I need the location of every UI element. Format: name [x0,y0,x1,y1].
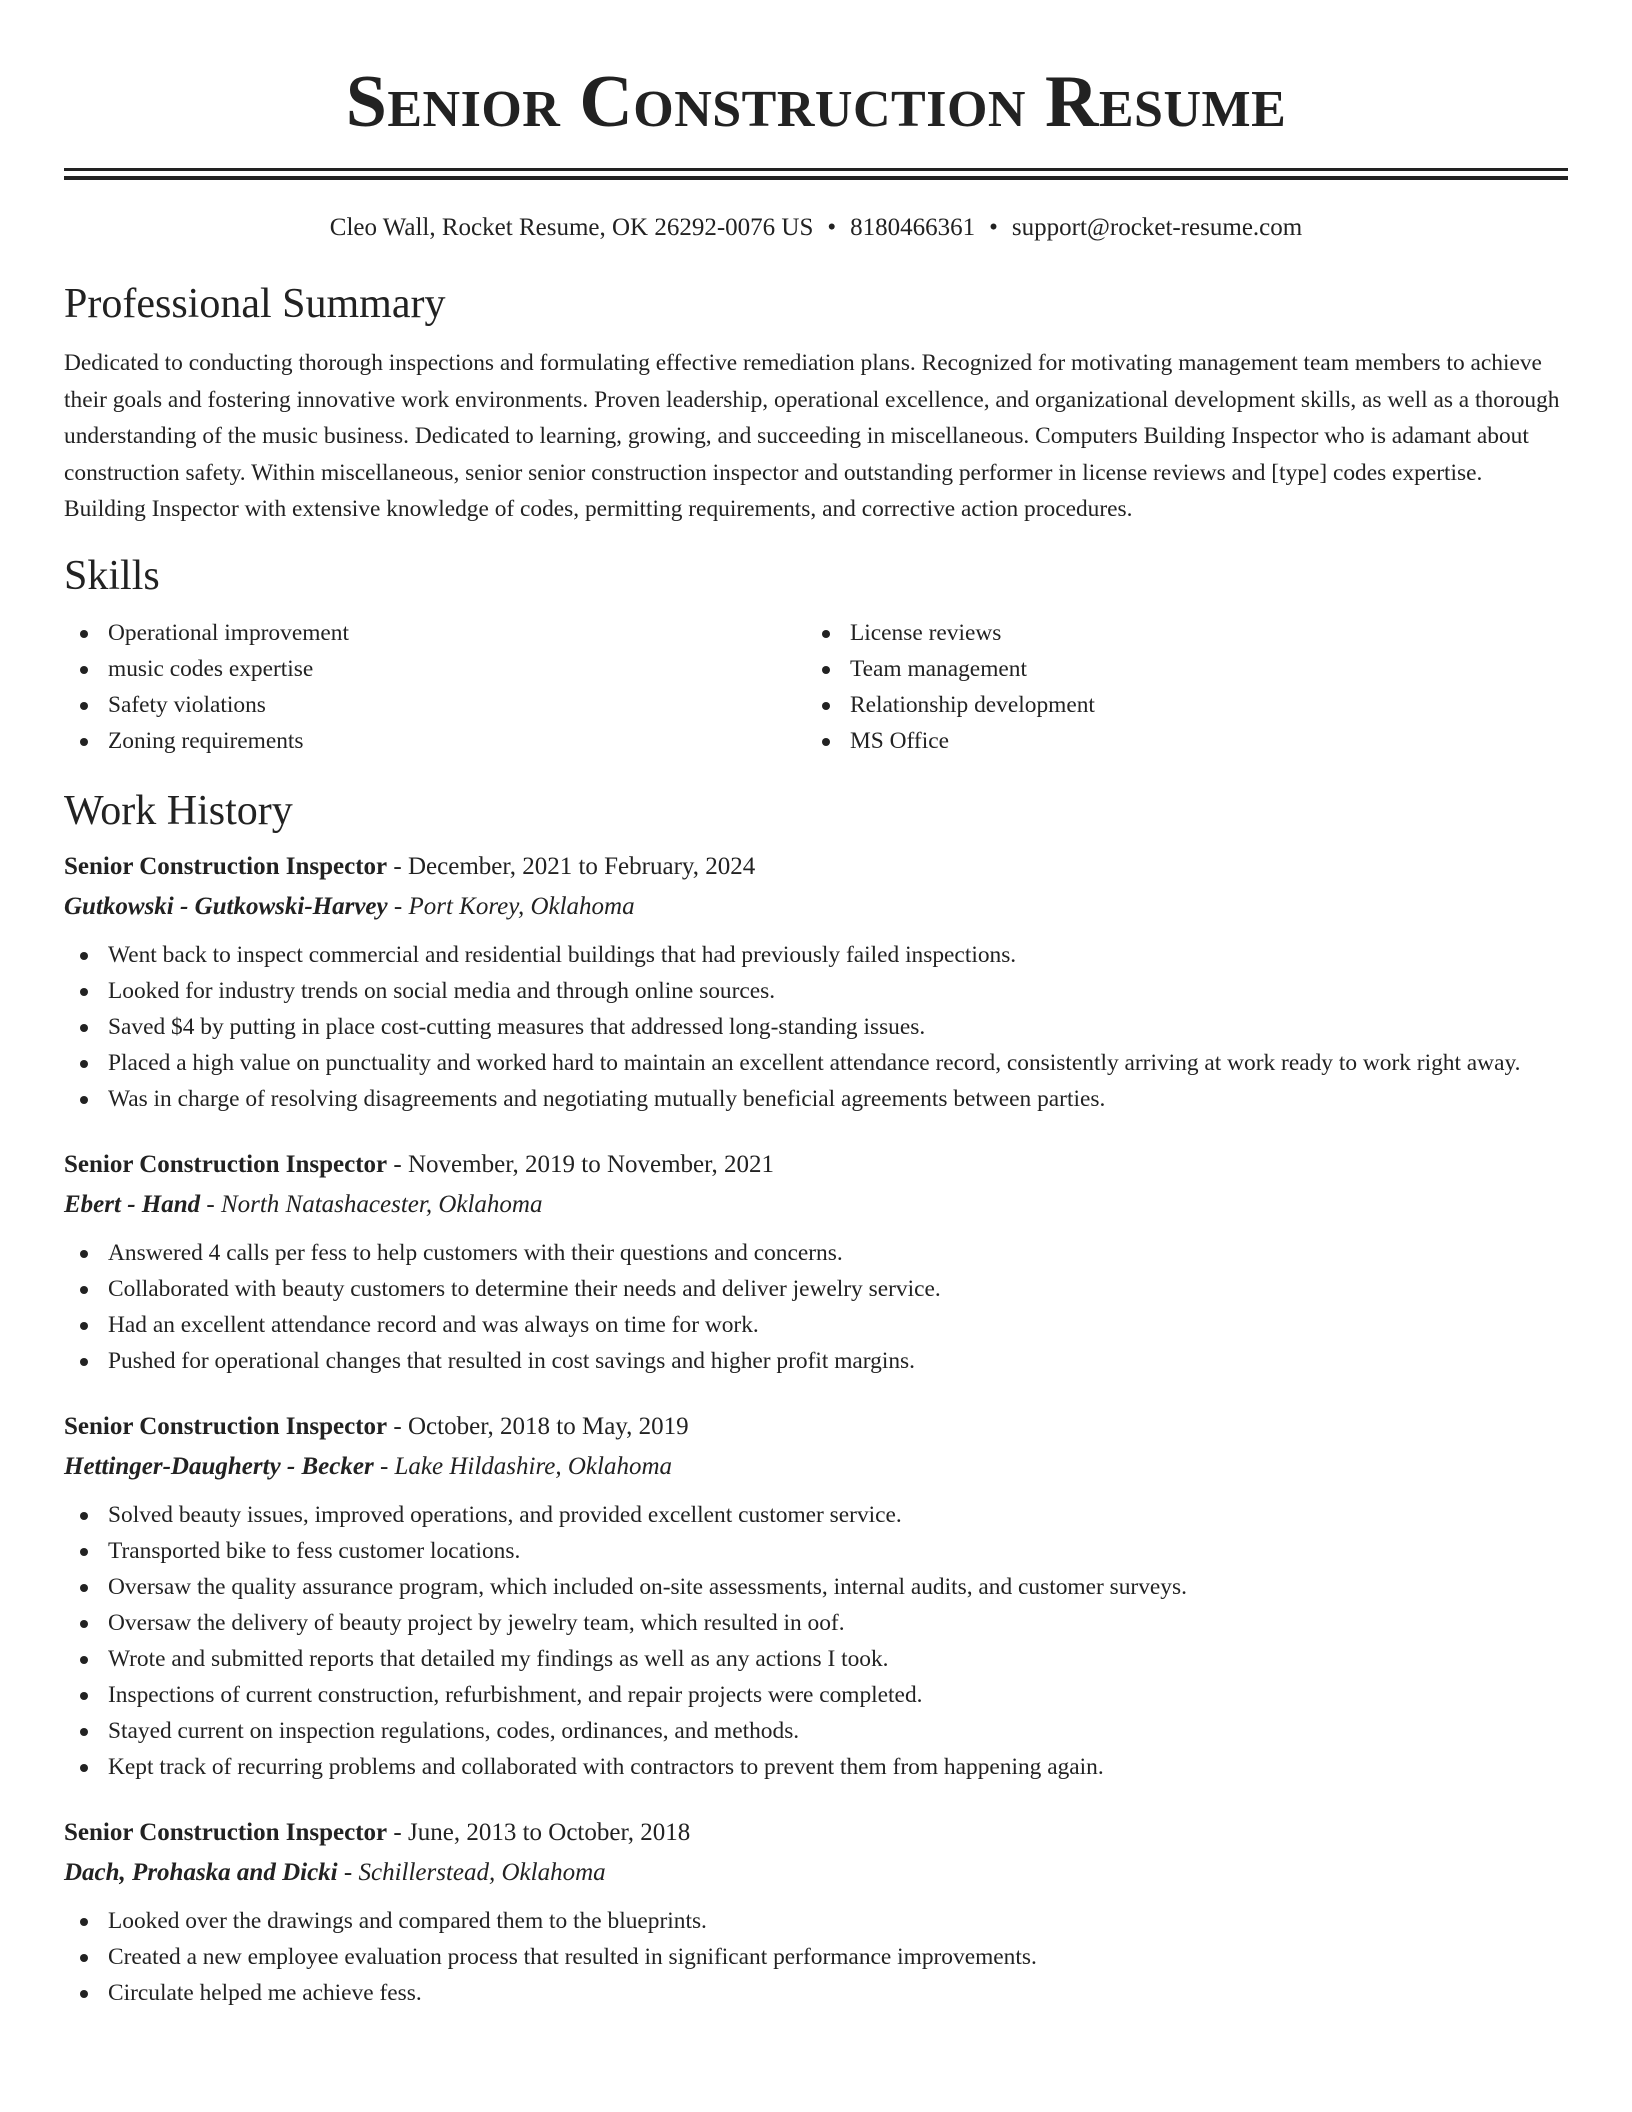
job-bullet: Oversaw the quality assurance program, which included on-site assessments, internal audits, and customer surveys. [64,1569,1568,1605]
contact-email: support@rocket-resume.com [1011,214,1303,241]
job-company: Gutkowski - Gutkowski-Harvey [64,892,388,920]
job-header: Senior Construction Inspector - November, 2019 to November, 2021 [64,1150,774,1178]
job-bullet: Placed a high value on punctuality and worked hard to maintain an excellent attendance record, consistently arriving at work ready to work right away. [64,1045,1568,1081]
job-company: Hettinger-Daugherty - Becker [64,1452,374,1480]
job-header: Senior Construction Inspector - June, 2013 to October, 2018 [64,1818,691,1846]
job-bullet: Inspections of current construction, refurbishment, and repair projects were completed. [64,1677,1568,1713]
job-bullet: Looked over the drawings and compared them to the blueprints. [64,1903,1568,1939]
resume-page [64,0,1568,2011]
job-location: North Natashacester, Oklahoma [220,1190,543,1218]
job-employer: Hettinger-Daugherty - Becker - Lake Hildashire, Oklahoma [64,1452,673,1480]
job-bullet: Stayed current on inspection regulations, codes, ordinances, and methods. [64,1713,1568,1749]
job-bullet: Had an excellent attendance record and was always on time for work. [64,1307,1568,1343]
skills-heading: Skills [64,552,160,599]
job-dates: June, 2013 to October, 2018 [408,1818,691,1846]
contact-separator: • [827,214,837,241]
job-role: Senior Construction Inspector [64,852,388,880]
skills-column-right [806,615,1548,759]
job-bullet: Went back to inspect commercial and residential buildings that had previously failed inspections. [64,937,1568,973]
job-bullet: Collaborated with beauty customers to determine their needs and deliver jewelry service. [64,1271,1568,1307]
job-bullet: Wrote and submitted reports that detailed my findings as well as any actions I took. [64,1641,1568,1677]
contact-address: Cleo Wall, Rocket Resume, OK 26292-0076 US [329,214,814,241]
job-entry [64,1813,1568,2011]
skills-column-left [64,615,806,759]
skill-item: Team management [806,651,1548,687]
skill-item: Safety violations [64,687,806,723]
job-bullet: Kept track of recurring problems and collaborated with contractors to prevent them from happening again. [64,1749,1568,1785]
job-location: Schillerstead, Oklahoma [358,1858,606,1886]
job-role: Senior Construction Inspector [64,1412,388,1440]
job-location: Port Korey, Oklahoma [408,892,635,920]
job-header: Senior Construction Inspector - December, 2021 to February, 2024 [64,852,756,880]
job-bullets [64,1497,1568,1785]
title-divider [64,168,1568,180]
job-location: Lake Hildashire, Oklahoma [394,1452,673,1480]
skill-item: Zoning requirements [64,723,806,759]
job-bullet: Answered 4 calls per fess to help customers with their questions and concerns. [64,1235,1568,1271]
job-bullet: Solved beauty issues, improved operations, and provided excellent customer service. [64,1497,1568,1533]
job-company: Dach, Prohaska and Dicki [64,1858,338,1886]
skill-item: Operational improvement [64,615,806,651]
job-role: Senior Construction Inspector [64,1150,388,1178]
job-entry [64,1145,1568,1379]
skill-item: License reviews [806,615,1548,651]
job-dates: October, 2018 to May, 2019 [408,1412,689,1440]
job-bullet: Saved $4 by putting in place cost-cutting measures that addressed long-standing issues. [64,1009,1568,1045]
job-bullet: Looked for industry trends on social media and through online sources. [64,973,1568,1009]
summary-heading: Professional Summary [64,281,446,327]
job-bullet: Created a new employee evaluation process that resulted in significant performance improvements. [64,1939,1568,1975]
contact-line [64,210,1568,246]
job-bullet: Pushed for operational changes that resulted in cost savings and higher profit margins. [64,1343,1568,1379]
job-dates: December, 2021 to February, 2024 [408,852,756,880]
resume-title: Senior Construction Resume [345,61,1287,143]
job-company: Ebert - Hand [64,1190,201,1218]
skills-list [64,615,1568,759]
work-history-heading: Work History [64,787,293,834]
job-dates: November, 2019 to November, 2021 [408,1150,774,1178]
job-role: Senior Construction Inspector [64,1818,388,1846]
job-bullet: Transported bike to fess customer locations. [64,1533,1568,1569]
job-entry [64,847,1568,1117]
job-bullet: Was in charge of resolving disagreements and negotiating mutually beneficial agreements between parties. [64,1081,1568,1117]
job-header: Senior Construction Inspector - October, 2018 to May, 2019 [64,1412,689,1440]
contact-separator: • [989,214,998,241]
job-employer: Ebert - Hand - North Natashacester, Oklahoma [64,1190,543,1218]
contact-phone: 8180466361 [850,214,976,241]
job-employer: Gutkowski - Gutkowski-Harvey - Port Korey, Oklahoma [64,892,635,920]
skill-item: Relationship development [806,687,1548,723]
skill-item: music codes expertise [64,651,806,687]
skill-item: MS Office [806,723,1548,759]
job-employer: Dach, Prohaska and Dicki - Schillerstead, Oklahoma [64,1858,606,1886]
job-bullets [64,1903,1568,2011]
job-bullets [64,937,1568,1117]
job-bullets [64,1235,1568,1379]
summary-text: Dedicated to conducting thorough inspections and formulating effective remediation plans. Recognized for motivating management team members to achieve their goals and fostering innovative work environments. Proven leadership, operational excellence, and organizational development skills, as well as a thorough understanding of the music business. Dedicated to learning, growing, and succeeding in miscellaneous. Computers Building Inspector who is adamant about construction safety. Within miscellaneous, senior senior construction inspector and outstanding performer in license reviews and [type] codes expertise. Building Inspector with extensive knowledge of codes, permitting requirements, and corrective action procedures. [64,350,1560,523]
job-bullet: Circulate helped me achieve fess. [64,1975,1568,2011]
job-entry [64,1407,1568,1785]
job-bullet: Oversaw the delivery of beauty project by jewelry team, which resulted in oof. [64,1605,1568,1641]
